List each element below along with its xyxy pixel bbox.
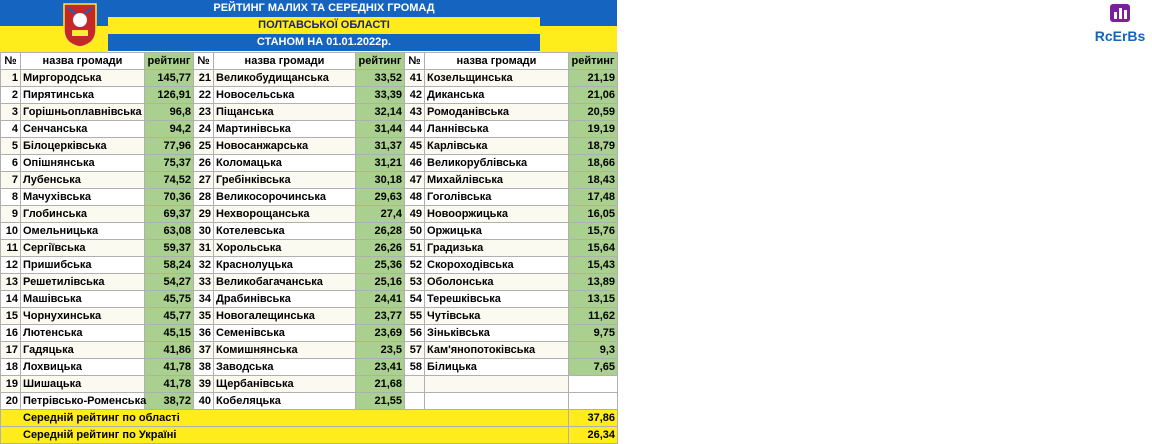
rating-cell: 45,15	[145, 325, 194, 342]
rating-cell: 15,76	[569, 223, 618, 240]
community-name-cell: Краснолуцька	[214, 257, 356, 274]
table-row	[1, 87, 618, 104]
rating-cell: 126,91	[145, 87, 194, 104]
rating-cell: 18,43	[569, 172, 618, 189]
community-name-cell: Михайлівська	[425, 172, 569, 189]
rank-cell: 51	[405, 240, 425, 257]
rating-cell: 23,77	[356, 308, 405, 325]
rating-cell: 23,69	[356, 325, 405, 342]
community-name-cell: Опішнянська	[21, 155, 145, 172]
rank-cell: 10	[1, 223, 21, 240]
community-name-cell: Чорнухинська	[21, 308, 145, 325]
community-name-cell: Гоголівська	[425, 189, 569, 206]
rank-cell: 41	[405, 70, 425, 87]
col-rating-header: рейтинг	[145, 53, 194, 70]
title-line-1: РЕЙТИНГ МАЛИХ ТА СЕРЕДНІХ ГРОМАД	[108, 0, 540, 17]
empty-cell	[425, 376, 569, 393]
community-name-cell: Нехворощанська	[214, 206, 356, 223]
community-name-cell: Петрівсько-Роменська	[21, 393, 145, 410]
summary-row	[1, 410, 618, 427]
rating-cell: 41,86	[145, 342, 194, 359]
rank-cell: 45	[405, 138, 425, 155]
rating-cell: 25,16	[356, 274, 405, 291]
empty-cell	[405, 393, 425, 410]
rating-cell: 70,36	[145, 189, 194, 206]
rating-cell: 24,41	[356, 291, 405, 308]
rank-cell: 57	[405, 342, 425, 359]
coat-of-arms-icon	[62, 2, 98, 48]
empty-cell	[425, 393, 569, 410]
community-name-cell: Білоцерківська	[21, 138, 145, 155]
rank-cell: 15	[1, 308, 21, 325]
summary-value: 37,86	[569, 410, 618, 427]
rating-cell: 23,5	[356, 342, 405, 359]
rating-cell: 29,63	[356, 189, 405, 206]
rating-cell: 74,52	[145, 172, 194, 189]
col-name-header: назва громади	[214, 53, 356, 70]
rank-cell: 26	[194, 155, 214, 172]
rating-cell: 23,41	[356, 359, 405, 376]
rating-cell: 20,59	[569, 104, 618, 121]
rating-cell: 18,66	[569, 155, 618, 172]
rank-cell: 6	[1, 155, 21, 172]
rating-cell: 41,78	[145, 359, 194, 376]
rank-cell: 30	[194, 223, 214, 240]
table-row	[1, 223, 618, 240]
col-name-header: назва громади	[425, 53, 569, 70]
col-rating-header: рейтинг	[356, 53, 405, 70]
summary-label: Середній рейтинг по Україні	[1, 427, 569, 444]
rank-cell: 7	[1, 172, 21, 189]
community-name-cell: Гребінківська	[214, 172, 356, 189]
community-name-cell: Лохвицька	[21, 359, 145, 376]
community-name-cell: Оболонська	[425, 274, 569, 291]
community-name-cell: Лубенська	[21, 172, 145, 189]
rank-cell: 31	[194, 240, 214, 257]
rating-cell: 77,96	[145, 138, 194, 155]
rating-cell: 21,06	[569, 87, 618, 104]
rating-cell: 145,77	[145, 70, 194, 87]
community-name-cell: Кобеляцька	[214, 393, 356, 410]
community-name-cell: Терешківська	[425, 291, 569, 308]
community-name-cell: Великосорочинська	[214, 189, 356, 206]
community-name-cell: Новосанжарська	[214, 138, 356, 155]
community-name-cell: Великобагачанська	[214, 274, 356, 291]
table-row	[1, 342, 618, 359]
rating-cell: 27,4	[356, 206, 405, 223]
rating-cell: 9,3	[569, 342, 618, 359]
rank-cell: 36	[194, 325, 214, 342]
col-num-header: №	[1, 53, 21, 70]
rating-cell: 45,77	[145, 308, 194, 325]
rank-cell: 8	[1, 189, 21, 206]
community-name-cell: Решетилівська	[21, 274, 145, 291]
community-name-cell: Машівська	[21, 291, 145, 308]
rank-cell: 50	[405, 223, 425, 240]
rank-cell: 11	[1, 240, 21, 257]
summary-row	[1, 427, 618, 444]
rank-cell: 42	[405, 87, 425, 104]
rating-cell: 13,89	[569, 274, 618, 291]
rating-cell: 21,68	[356, 376, 405, 393]
rank-cell: 48	[405, 189, 425, 206]
community-name-cell: Пришибська	[21, 257, 145, 274]
rating-cell: 31,44	[356, 121, 405, 138]
rank-cell: 29	[194, 206, 214, 223]
community-name-cell: Кам'янопотоківська	[425, 342, 569, 359]
community-name-cell: Шишацька	[21, 376, 145, 393]
rank-cell: 33	[194, 274, 214, 291]
rank-cell: 32	[194, 257, 214, 274]
title-banner	[0, 0, 1146, 52]
summary-label: Середній рейтинг по області	[1, 410, 569, 427]
rank-cell: 40	[194, 393, 214, 410]
rank-cell: 16	[1, 325, 21, 342]
col-rating-header: рейтинг	[569, 53, 618, 70]
empty-cell	[405, 376, 425, 393]
rating-cell: 45,75	[145, 291, 194, 308]
rank-cell: 5	[1, 138, 21, 155]
rating-cell: 41,78	[145, 376, 194, 393]
rcerbs-logo	[1088, 2, 1152, 50]
community-name-cell: Семенівська	[214, 325, 356, 342]
rank-cell: 53	[405, 274, 425, 291]
rank-cell: 9	[1, 206, 21, 223]
rating-cell: 13,15	[569, 291, 618, 308]
rating-cell: 33,39	[356, 87, 405, 104]
community-name-cell: Лютенська	[21, 325, 145, 342]
table-row	[1, 308, 618, 325]
rating-cell: 38,72	[145, 393, 194, 410]
community-name-cell: Глобинська	[21, 206, 145, 223]
rating-cell: 25,36	[356, 257, 405, 274]
community-name-cell: Омельницька	[21, 223, 145, 240]
table-row	[1, 359, 618, 376]
title-line-2: ПОЛТАВСЬКОЇ ОБЛАСТІ	[108, 17, 540, 34]
rank-cell: 1	[1, 70, 21, 87]
community-name-cell: Гадяцька	[21, 342, 145, 359]
community-name-cell: Сенчанська	[21, 121, 145, 138]
community-name-cell: Великобудищанська	[214, 70, 356, 87]
rank-cell: 20	[1, 393, 21, 410]
community-name-cell: Заводська	[214, 359, 356, 376]
community-name-cell: Піщанська	[214, 104, 356, 121]
rating-cell: 58,24	[145, 257, 194, 274]
flag-right	[540, 0, 1146, 52]
rating-cell: 9,75	[569, 325, 618, 342]
community-name-cell: Ромоданівська	[425, 104, 569, 121]
rank-cell: 18	[1, 359, 21, 376]
rating-cell: 30,18	[356, 172, 405, 189]
community-name-cell: Зіньківська	[425, 325, 569, 342]
rating-cell: 17,48	[569, 189, 618, 206]
table-row	[1, 70, 618, 87]
rank-cell: 13	[1, 274, 21, 291]
community-name-cell: Оржицька	[425, 223, 569, 240]
community-name-cell: Козельщинська	[425, 70, 569, 87]
table-row	[1, 138, 618, 155]
rank-cell: 2	[1, 87, 21, 104]
rank-cell: 49	[405, 206, 425, 223]
rank-cell: 34	[194, 291, 214, 308]
rank-cell: 39	[194, 376, 214, 393]
rank-cell: 12	[1, 257, 21, 274]
rating-cell: 59,37	[145, 240, 194, 257]
community-name-cell: Чутівська	[425, 308, 569, 325]
community-name-cell: Мачухівська	[21, 189, 145, 206]
rank-cell: 44	[405, 121, 425, 138]
table-row	[1, 393, 618, 410]
rating-cell: 18,79	[569, 138, 618, 155]
rank-cell: 55	[405, 308, 425, 325]
title-line-3: СТАНОМ НА 01.01.2022р.	[108, 34, 540, 51]
empty-cell	[569, 393, 618, 410]
rating-cell: 16,05	[569, 206, 618, 223]
rank-cell: 46	[405, 155, 425, 172]
table-row	[1, 155, 618, 172]
table-row	[1, 121, 618, 138]
summary-value: 26,34	[569, 427, 618, 444]
logo-text: RcErBs	[1094, 28, 1146, 44]
community-name-cell: Ланнівська	[425, 121, 569, 138]
community-name-cell: Новогалещинська	[214, 308, 356, 325]
community-name-cell: Білицька	[425, 359, 569, 376]
flag-left	[0, 0, 108, 52]
rank-cell: 38	[194, 359, 214, 376]
rank-cell: 25	[194, 138, 214, 155]
rating-cell: 33,52	[356, 70, 405, 87]
community-name-cell: Котелевська	[214, 223, 356, 240]
rank-cell: 19	[1, 376, 21, 393]
col-num-header: №	[405, 53, 425, 70]
community-name-cell: Карлівська	[425, 138, 569, 155]
rank-cell: 21	[194, 70, 214, 87]
rating-cell: 19,19	[569, 121, 618, 138]
community-name-cell: Скороходівська	[425, 257, 569, 274]
rating-cell: 7,65	[569, 359, 618, 376]
rank-cell: 52	[405, 257, 425, 274]
table-row	[1, 172, 618, 189]
rating-cell: 15,43	[569, 257, 618, 274]
community-name-cell: Драбинівська	[214, 291, 356, 308]
table-row	[1, 240, 618, 257]
table-row	[1, 206, 618, 223]
rating-table	[0, 52, 618, 444]
rating-cell: 96,8	[145, 104, 194, 121]
rating-cell: 75,37	[145, 155, 194, 172]
rating-cell: 26,28	[356, 223, 405, 240]
table-row	[1, 104, 618, 121]
col-num-header: №	[194, 53, 214, 70]
rank-cell: 47	[405, 172, 425, 189]
rank-cell: 23	[194, 104, 214, 121]
community-name-cell: Коломацька	[214, 155, 356, 172]
table-row	[1, 291, 618, 308]
rating-cell: 31,21	[356, 155, 405, 172]
rank-cell: 56	[405, 325, 425, 342]
rating-cell: 63,08	[145, 223, 194, 240]
rank-cell: 4	[1, 121, 21, 138]
community-name-cell: Миргородська	[21, 70, 145, 87]
community-name-cell: Хорольська	[214, 240, 356, 257]
rating-cell: 15,64	[569, 240, 618, 257]
rank-cell: 43	[405, 104, 425, 121]
empty-cell	[569, 376, 618, 393]
rank-cell: 58	[405, 359, 425, 376]
community-name-cell: Новосельська	[214, 87, 356, 104]
rating-cell: 54,27	[145, 274, 194, 291]
rank-cell: 35	[194, 308, 214, 325]
rating-cell: 21,55	[356, 393, 405, 410]
header-row	[1, 53, 618, 70]
rating-cell: 21,19	[569, 70, 618, 87]
community-name-cell: Щербанівська	[214, 376, 356, 393]
community-name-cell: Новооржицька	[425, 206, 569, 223]
rank-cell: 27	[194, 172, 214, 189]
rank-cell: 37	[194, 342, 214, 359]
community-name-cell: Пирятинська	[21, 87, 145, 104]
rank-cell: 14	[1, 291, 21, 308]
community-name-cell: Великорублівська	[425, 155, 569, 172]
table-row	[1, 325, 618, 342]
table-row	[1, 257, 618, 274]
rank-cell: 54	[405, 291, 425, 308]
rank-cell: 24	[194, 121, 214, 138]
rating-cell: 11,62	[569, 308, 618, 325]
community-name-cell: Мартинівська	[214, 121, 356, 138]
rating-cell: 31,37	[356, 138, 405, 155]
community-name-cell: Сергіївська	[21, 240, 145, 257]
rank-cell: 3	[1, 104, 21, 121]
col-name-header: назва громади	[21, 53, 145, 70]
community-name-cell: Горішньоплавнівська	[21, 104, 145, 121]
table-row	[1, 376, 618, 393]
rating-cell: 69,37	[145, 206, 194, 223]
rank-cell: 22	[194, 87, 214, 104]
rating-cell: 26,26	[356, 240, 405, 257]
rating-cell: 32,14	[356, 104, 405, 121]
table-row	[1, 189, 618, 206]
table-row	[1, 274, 618, 291]
community-name-cell: Градизька	[425, 240, 569, 257]
rating-cell: 94,2	[145, 121, 194, 138]
community-name-cell: Диканська	[425, 87, 569, 104]
rank-cell: 28	[194, 189, 214, 206]
rank-cell: 17	[1, 342, 21, 359]
community-name-cell: Комишнянська	[214, 342, 356, 359]
